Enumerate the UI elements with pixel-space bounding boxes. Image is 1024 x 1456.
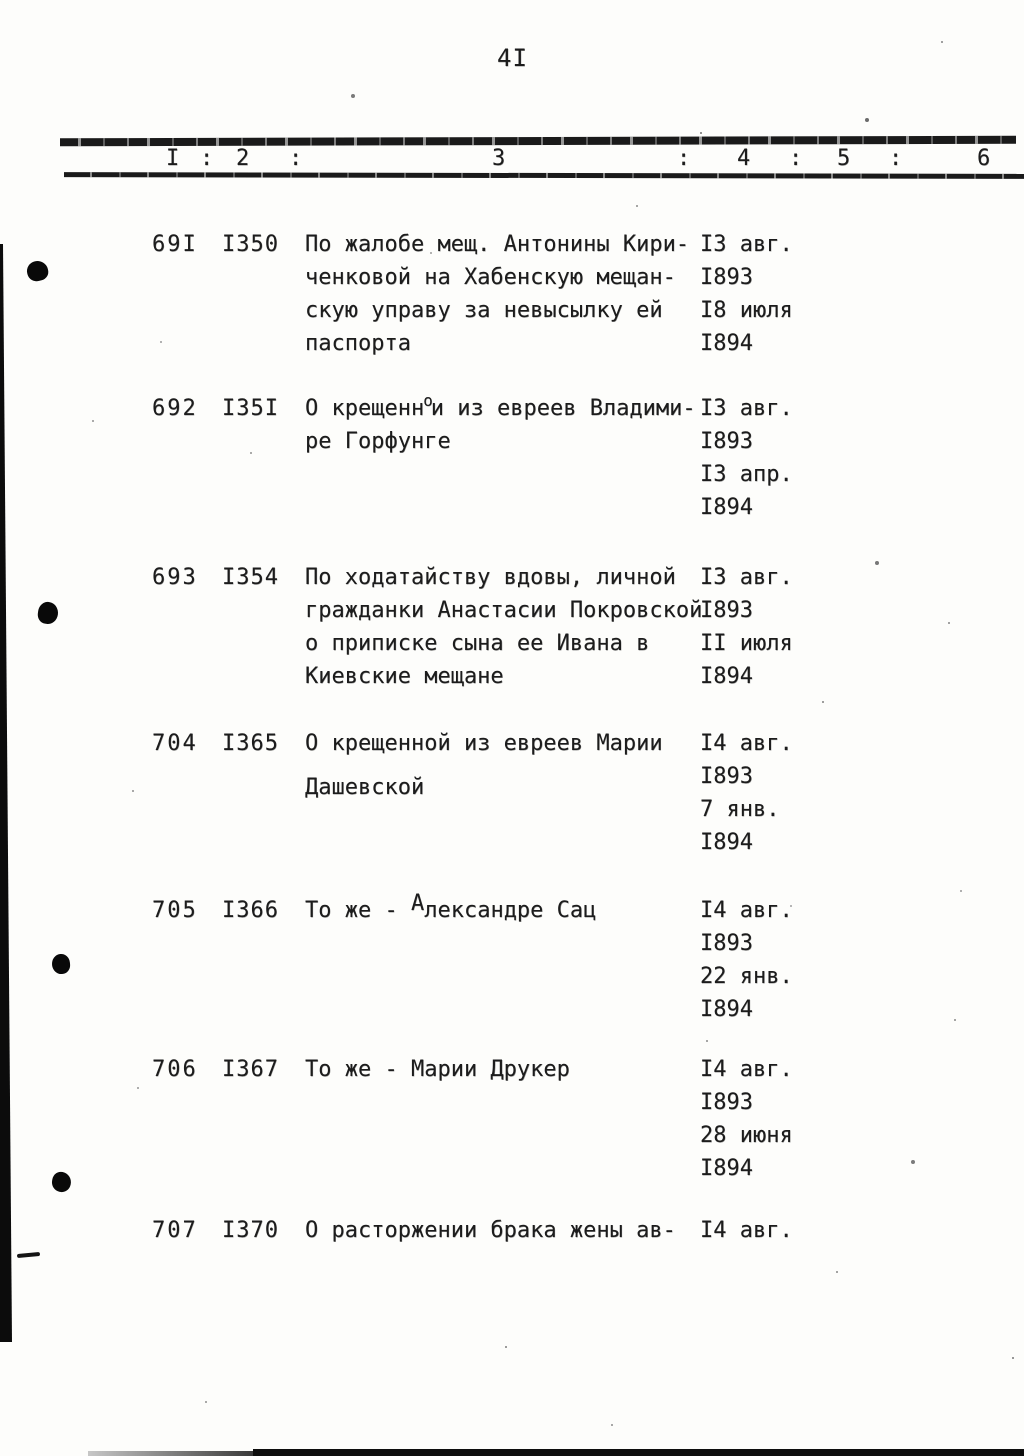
entry-number: 707 [152,1218,198,1243]
date-line: I893 [700,1090,753,1115]
column-separator: : [789,146,803,171]
entry-number: 705 [152,898,198,923]
page-number: 4I [497,44,528,72]
description-line: О крещенной из евреев Марии [305,731,663,756]
description-line: паспорта [305,331,411,356]
ink-blob [37,601,60,626]
date-line: I3 авг. [700,396,793,421]
entry-description [305,1214,715,1247]
entry-description [305,727,715,804]
entry-description [305,1053,715,1086]
column-header-6: 6 [977,146,991,171]
entry-dates [700,894,860,1026]
entry-dates [700,1214,860,1247]
date-line: I893 [700,931,753,956]
column-header-4: 4 [737,146,751,171]
description-line: Дашевской [305,775,425,800]
entry-file-number: I35I [222,396,279,421]
date-line: I3 апр. [700,462,793,487]
ink-blob [25,259,50,283]
ink-blob [50,1170,73,1194]
date-line: I893 [700,598,753,623]
date-line: I4 авг. [700,1218,793,1243]
entry-description [305,228,715,360]
description-line: О крещенн$^о$и из евреев Владими- [305,390,696,421]
date-line: 7 янв. [700,797,780,822]
table-header-top-rule [60,136,1016,147]
entry-file-number: I370 [222,1218,279,1243]
date-line: I4 авг. [700,898,793,923]
scan-bottom-bar [253,1449,1024,1456]
description-line: гражданки Анастасии Покровской [305,598,703,623]
entry-description [305,890,715,927]
entry-dates [700,228,860,360]
description-line: О расторжении брака жены ав- [305,1218,676,1243]
entry-number: 704 [152,731,198,756]
date-line: I894 [700,495,753,520]
date-line: I894 [700,664,753,689]
entry-description [305,392,715,458]
entry-file-number: I354 [222,565,279,590]
column-separator: : [200,146,214,171]
ink-blob [51,953,71,975]
scan-noise-speckles [0,0,2,2]
description-line: скую управу за невысылку ей [305,298,663,323]
entry-description [305,561,715,693]
entry-file-number: I367 [222,1057,279,1082]
entry-dates [700,392,860,524]
entry-dates [700,1053,860,1185]
entry-file-number: I366 [222,898,279,923]
column-header-2: 2 [236,146,250,171]
column-header-1: I [166,146,180,171]
column-header-3: 3 [492,146,506,171]
entry-dates [700,561,860,693]
entry-file-number: I365 [222,731,279,756]
column-separator: : [289,146,303,171]
description-line: То же - Александре Сац [305,890,597,923]
description-line: По ходатайству вдовы, личной [305,565,676,590]
entry-dates [700,727,860,859]
date-line: I893 [700,429,753,454]
description-line: По жалобе мещ. Антонины Кири- [305,232,690,257]
date-line: I893 [700,265,753,290]
date-line: I893 [700,764,753,789]
column-header-5: 5 [837,146,851,171]
date-line: I894 [700,830,753,855]
entry-number: 692 [152,396,198,421]
date-line: I4 авг. [700,731,793,756]
description-line: То же - Марии Друкер [305,1057,570,1082]
date-line: I894 [700,1156,753,1181]
entry-number: 693 [152,565,198,590]
entry-number: 69I [152,232,198,257]
date-line: 22 янв. [700,964,793,989]
entry-file-number: I350 [222,232,279,257]
table-header-bottom-rule [64,172,1024,179]
entry-number: 706 [152,1057,198,1082]
column-separator: : [889,146,903,171]
date-line: I4 авг. [700,1057,793,1082]
column-separator: : [677,146,691,171]
date-line: I3 авг. [700,232,793,257]
scan-edge-shadow [0,244,14,1342]
date-line: I894 [700,997,753,1022]
pen-dash-mark [17,1252,40,1258]
description-line: ченковой на Хабенскую мещан- [305,265,676,290]
date-line: I8 июля [700,298,793,323]
date-line: 28 июня [700,1123,793,1148]
date-line: II июля [700,631,793,656]
date-line: I3 авг. [700,565,793,590]
description-line: Киевские мещане [305,664,504,689]
description-line: о приписке сына ее Ивана в [305,631,650,656]
date-line: I894 [700,331,753,356]
scan-bottom-bar-faint [88,1451,253,1456]
description-line: ре Горфунге [305,429,451,454]
